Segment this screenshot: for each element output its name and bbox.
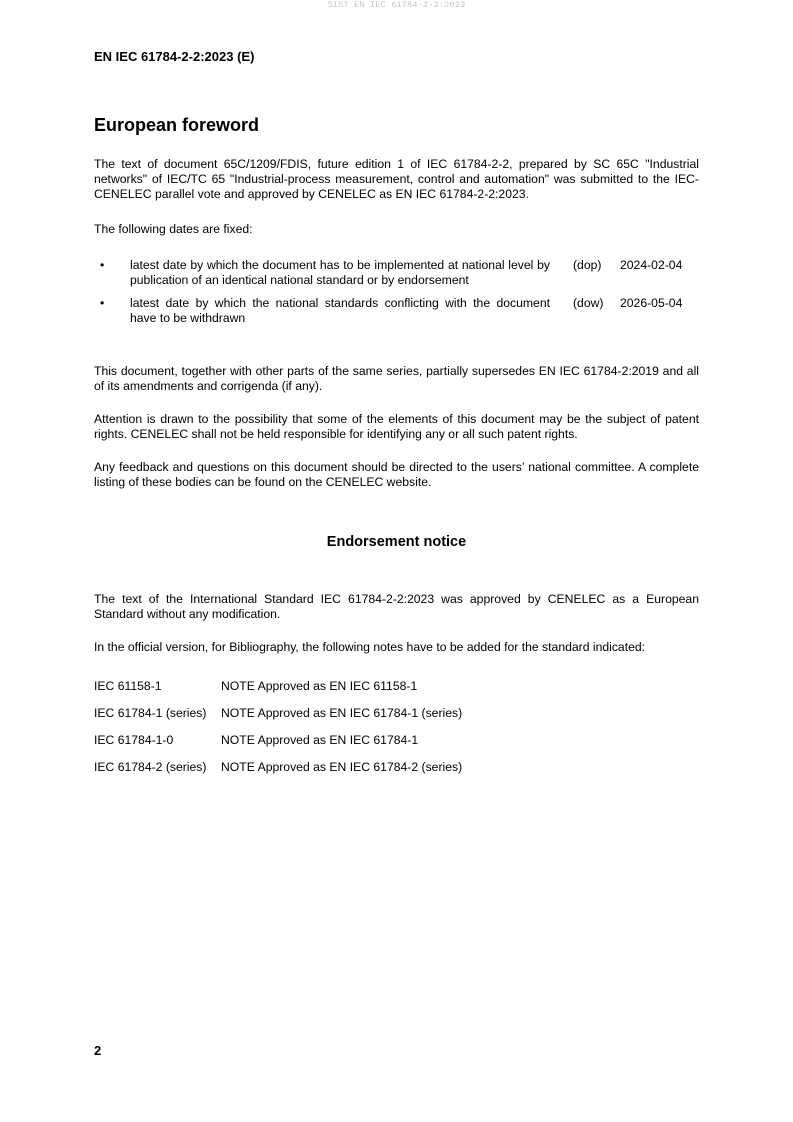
bibliography-note: NOTE Approved as EN IEC 61784-1 [221, 733, 419, 747]
foreword-text-paragraph: The text of document 65C/1209/FDIS, future edition 1 of IEC 61784-2-2, prepared by SC 65C "Industrial networks" of IEC/TC 65 "Industrial-process measurement, control and automation" was submitted to the IEC-CENELEC parallel vote and approved by CENELEC as EN IEC 61784-2-2:2023. [94, 157, 699, 201]
endorsement-text-paragraph: The text of the International Standard IEC 61784-2-2:2023 was approved by CENELEC as a European Standard without any modification. [94, 592, 699, 621]
patent-paragraph: Attention is drawn to the possibility that some of the elements of this document may be the subject of patent rights. CENELEC shall not be held responsible for identifying any or all such patent rights. [94, 412, 699, 441]
bibliography-ref: IEC 61784-1-0 [94, 733, 174, 747]
watermark: SIST EN IEC 61784-2-2:2023 [327, 0, 466, 10]
endorsement-title: Endorsement notice [326, 534, 467, 550]
bibliography-note: NOTE Approved as EN IEC 61784-1 (series) [221, 706, 463, 720]
bibliography-row [94, 706, 462, 721]
dates-intro: The following dates are fixed: [94, 222, 253, 236]
document-id-header: EN IEC 61784-2-2:2023 (E) [94, 49, 255, 64]
date-item-text: latest date by which the national standards conflicting with the document have to be withdrawn [130, 296, 550, 325]
bibliography-row [94, 760, 462, 775]
bibliography-row [94, 733, 418, 748]
date-item-code: (dop) [573, 258, 602, 272]
bibliography-note: NOTE Approved as EN IEC 61158-1 [221, 679, 418, 693]
date-item-date: 2026-05-04 [620, 296, 683, 310]
supersede-paragraph: This document, together with other parts of the same series, partially supersedes EN IEC 61784-2:2019 and all of its amendments and corrigenda (if any). [94, 364, 699, 393]
bibliography-ref: IEC 61784-1 (series) [94, 706, 207, 720]
date-item-text: latest date by which the document has to be implemented at national level by publication of an identical national standard or by endorsement [130, 258, 550, 287]
bullet-icon: • [100, 258, 105, 272]
official-version-paragraph: In the official version, for Bibliography, the following notes have to be added for the standard indicated: [94, 640, 646, 654]
bibliography-ref: IEC 61784-2 (series) [94, 760, 207, 774]
foreword-title: European foreword [94, 115, 260, 135]
date-item-code: (dow) [573, 296, 604, 310]
bibliography-row [94, 679, 417, 694]
page-number: 2 [94, 1043, 102, 1058]
date-item-date: 2024-02-04 [620, 258, 683, 272]
feedback-paragraph: Any feedback and questions on this document should be directed to the users’ national committee. A complete listing of these bodies can be found on the CENELEC website. [94, 460, 699, 489]
bullet-icon: • [100, 296, 105, 310]
bibliography-note: NOTE Approved as EN IEC 61784-2 (series) [221, 760, 463, 774]
bibliography-ref: IEC 61158-1 [94, 679, 162, 693]
